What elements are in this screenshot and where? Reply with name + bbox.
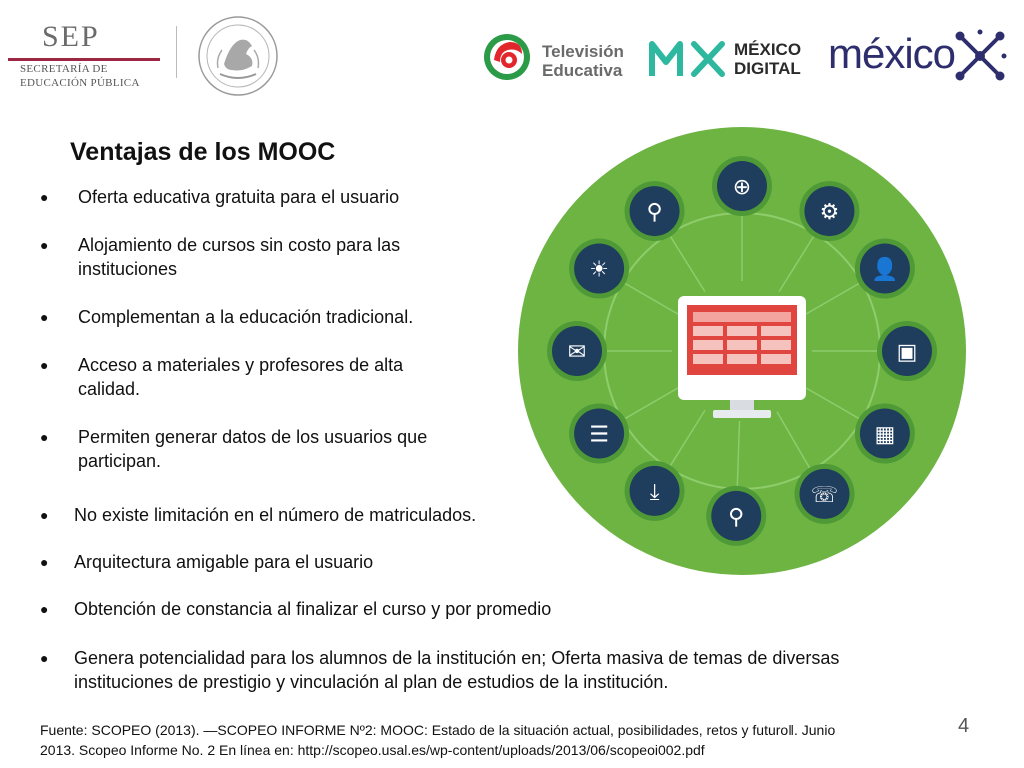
coat-of-arms-seal-icon	[196, 14, 280, 98]
svg-text:⚲: ⚲	[728, 504, 745, 530]
calculator-icon	[855, 404, 915, 464]
bullet-dot: ●	[40, 189, 49, 205]
phone-list-icon	[795, 464, 855, 524]
mexico-digital-wordmark	[734, 40, 801, 78]
bullet-text-line: instituciones	[78, 259, 178, 279]
mail-icon	[547, 321, 607, 381]
television-educativa-wordmark	[542, 42, 624, 80]
svg-text:▦: ▦	[874, 422, 896, 448]
bullet-text-line: No existe limitación en el número de matriculados.	[74, 505, 477, 525]
bullet-text	[78, 425, 427, 473]
mexico-digital-mx-icon	[648, 38, 728, 80]
source-citation	[40, 720, 940, 760]
bullet-text-line: instituciones de prestigio y vinculación al plan de estudios de la institución.	[74, 672, 669, 692]
gear-icon	[799, 181, 859, 241]
bullet-text	[74, 646, 839, 694]
bullet-text	[74, 503, 476, 527]
download-icon	[625, 461, 685, 521]
svg-text:✉: ✉	[567, 340, 587, 365]
svg-text:☏: ☏	[810, 482, 839, 508]
source-line-1: Fuente: SCOPEO (2013). ―SCOPEO INFORME Nº2: MOOC: Estado de la situación actual, posibilidades, retos y futuroǁ. Junio	[40, 722, 836, 738]
svg-text:▣: ▣	[896, 340, 918, 365]
svg-text:⚙: ⚙	[819, 200, 840, 226]
tv-line-2: Educativa	[542, 61, 623, 80]
sep-subtitle-line-2: EDUCACIÓN PÚBLICA	[20, 77, 140, 89]
bullet-item	[40, 597, 940, 621]
slide-title: Ventajas de los MOOC	[70, 138, 336, 166]
bullet-text	[78, 233, 400, 281]
bullet-text	[78, 185, 399, 209]
svg-text:☰: ☰	[589, 422, 609, 448]
bullet-dot: ●	[40, 601, 49, 617]
bullet-text	[78, 305, 413, 329]
bullet-text	[78, 353, 403, 401]
online-learning-illustration	[517, 126, 967, 576]
bullet-item	[40, 646, 940, 694]
mexico-digital-line-2: DIGITAL	[734, 59, 801, 78]
bullet-text-line: Permiten generar datos de los usuarios que	[78, 427, 428, 447]
mexicox-x-icon	[950, 26, 1010, 86]
mexico-digital-line-1: MÉXICO	[734, 40, 802, 59]
globe-icon	[712, 156, 772, 216]
bullet-dot: ●	[40, 309, 49, 325]
source-line-2: 2013. Scopeo Informe No. 2 En línea en: http://scopeo.usal.es/wp-content/uploads/2013/06/scopeoi002.pdf	[40, 742, 705, 758]
bullet-text-line: Oferta educativa gratuita para el usuario	[78, 187, 400, 207]
svg-text:⊕: ⊕	[732, 175, 752, 200]
bullet-text-line: Obtención de constancia al finalizar el curso y por promedio	[74, 599, 552, 619]
tv-line-1: Televisión	[542, 42, 624, 61]
chat-icon	[569, 404, 629, 464]
bullet-text	[74, 597, 551, 621]
lightbulb-icon	[569, 239, 629, 299]
sep-subtitle-line-1: SECRETARÍA DE	[20, 63, 108, 75]
bullet-dot: ●	[40, 554, 49, 570]
image-icon	[877, 321, 937, 381]
location-pin-icon	[625, 181, 685, 241]
sep-logo-subtitle	[20, 62, 140, 90]
bullet-text	[74, 550, 373, 574]
bullet-dot: ●	[40, 507, 49, 523]
bullet-text-line: participan.	[78, 451, 162, 471]
monitor-icon	[678, 296, 806, 418]
bullet-text-line: Acceso a materiales y profesores de alta	[78, 355, 404, 375]
logo-divider	[176, 26, 177, 78]
mexicox-wordmark: méxico	[828, 30, 956, 77]
bullet-text-line: Arquitectura amigable para el usuario	[74, 552, 374, 572]
svg-text:⤓: ⤓	[649, 479, 660, 505]
page-number: 4	[958, 715, 970, 737]
bullet-text-line: Alojamiento de cursos sin costo para las	[78, 235, 401, 255]
bullet-text-line: calidad.	[78, 379, 141, 399]
bullet-text-line: Complementan a la educación tradicional.	[78, 307, 414, 327]
bullet-dot: ●	[40, 650, 49, 666]
bullet-text-line: Genera potencialidad para los alumnos de la institución en; Oferta masiva de temas de diversas	[74, 648, 840, 668]
bullet-dot: ●	[40, 357, 49, 373]
magnifier-icon	[706, 486, 766, 546]
bullet-dot: ●	[40, 429, 49, 445]
television-educativa-logo-icon	[482, 32, 532, 82]
svg-text:⚲: ⚲	[646, 200, 663, 226]
sep-logo-rule	[8, 58, 160, 61]
svg-text:☀: ☀	[589, 257, 609, 283]
sep-logo-acronym: SEP	[42, 20, 100, 53]
bullet-dot: ●	[40, 237, 49, 253]
svg-text:👤: 👤	[871, 257, 899, 283]
user-icon	[855, 239, 915, 299]
